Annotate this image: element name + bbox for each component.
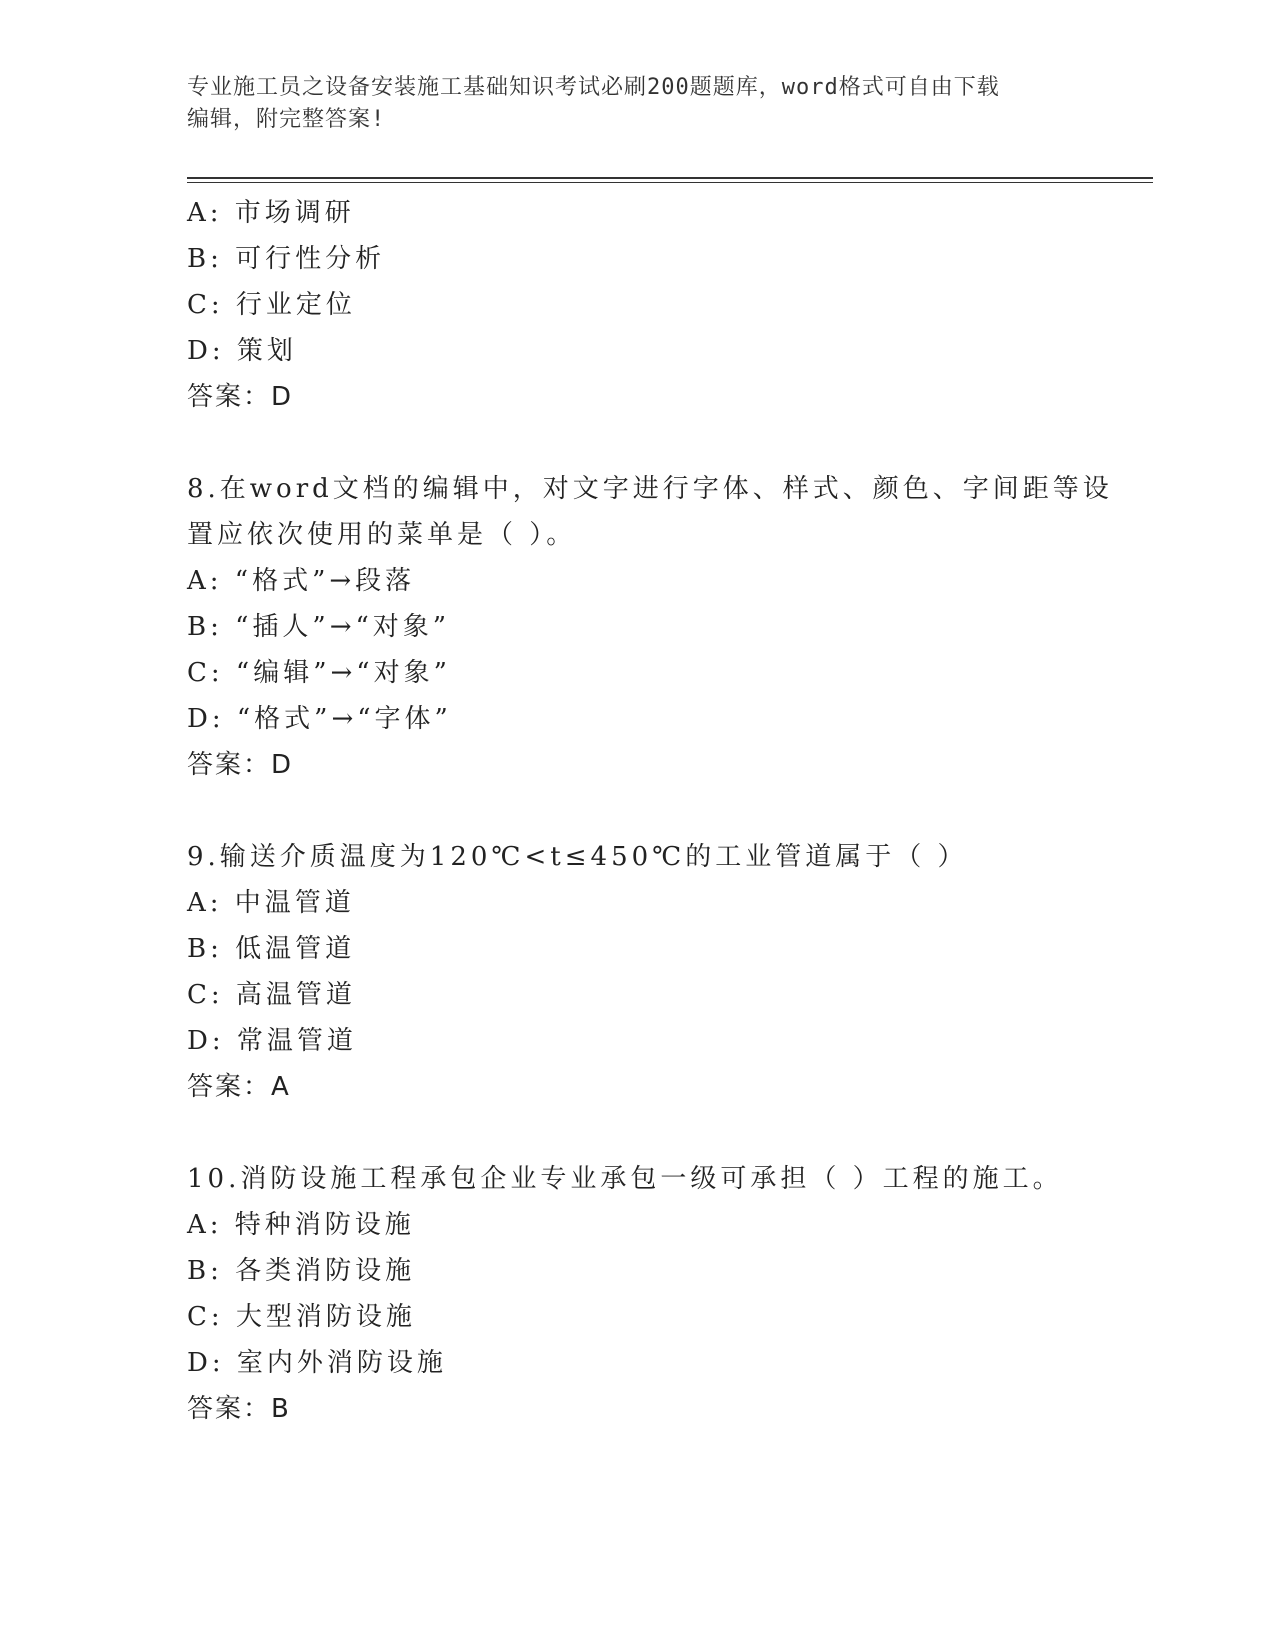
header-divider-thick bbox=[187, 177, 1153, 179]
question-10 bbox=[187, 1156, 1087, 1432]
question-text-line-1: 10.消防设施工程承包企业专业承包一级可承担（ ）工程的施工。 bbox=[187, 1164, 1063, 1194]
question-text-line-1: 9.输送介质温度为120℃<t≤450℃的工业管道属于（ ） bbox=[187, 842, 968, 872]
answer-line: 答案：D bbox=[187, 382, 294, 412]
option-a: A: 中温管道 bbox=[187, 888, 355, 918]
question-8 bbox=[187, 466, 1113, 788]
option-a: A: “格式”→段落 bbox=[187, 566, 416, 596]
option-d: D: “格式”→“字体” bbox=[187, 704, 452, 734]
option-a: A: 市场调研 bbox=[187, 198, 355, 228]
header-title-line-2: 编辑，附完整答案! bbox=[187, 107, 386, 132]
spacer bbox=[187, 420, 1087, 466]
option-c: C: 行业定位 bbox=[187, 290, 356, 320]
option-c: C: “编辑”→“对象” bbox=[187, 658, 451, 688]
question-list bbox=[187, 190, 1113, 1432]
question-7 bbox=[187, 190, 1087, 420]
option-b: B: 可行性分析 bbox=[187, 244, 386, 274]
option-c: C: 大型消防设施 bbox=[187, 1302, 416, 1332]
option-d: D: 常温管道 bbox=[187, 1026, 357, 1056]
spacer bbox=[187, 788, 1087, 834]
option-d: D: 室内外消防设施 bbox=[187, 1348, 447, 1378]
question-text-line-1: 8.在word文档的编辑中，对文字进行字体、样式、颜色、字间距等设 bbox=[187, 474, 1113, 504]
header-title-line-1: 专业施工员之设备安装施工基础知识考试必刷200题题库，word格式可自由下载 bbox=[187, 75, 1000, 100]
answer-line: 答案：B bbox=[187, 1394, 291, 1424]
option-b: B: 低温管道 bbox=[187, 934, 356, 964]
option-c: C: 高温管道 bbox=[187, 980, 356, 1010]
option-d: D: 策划 bbox=[187, 336, 297, 366]
spacer bbox=[187, 1110, 1087, 1156]
option-b: B: 各类消防设施 bbox=[187, 1256, 416, 1286]
question-9 bbox=[187, 834, 1087, 1110]
question-text-line-2: 置应依次使用的菜单是（ ）。 bbox=[187, 520, 577, 550]
answer-line: 答案：A bbox=[187, 1072, 291, 1102]
document-header bbox=[187, 72, 1067, 136]
header-divider-thin bbox=[187, 182, 1153, 183]
option-a: A: 特种消防设施 bbox=[187, 1210, 415, 1240]
option-b: B: “插人”→“对象” bbox=[187, 612, 451, 642]
answer-line: 答案：D bbox=[187, 750, 294, 780]
